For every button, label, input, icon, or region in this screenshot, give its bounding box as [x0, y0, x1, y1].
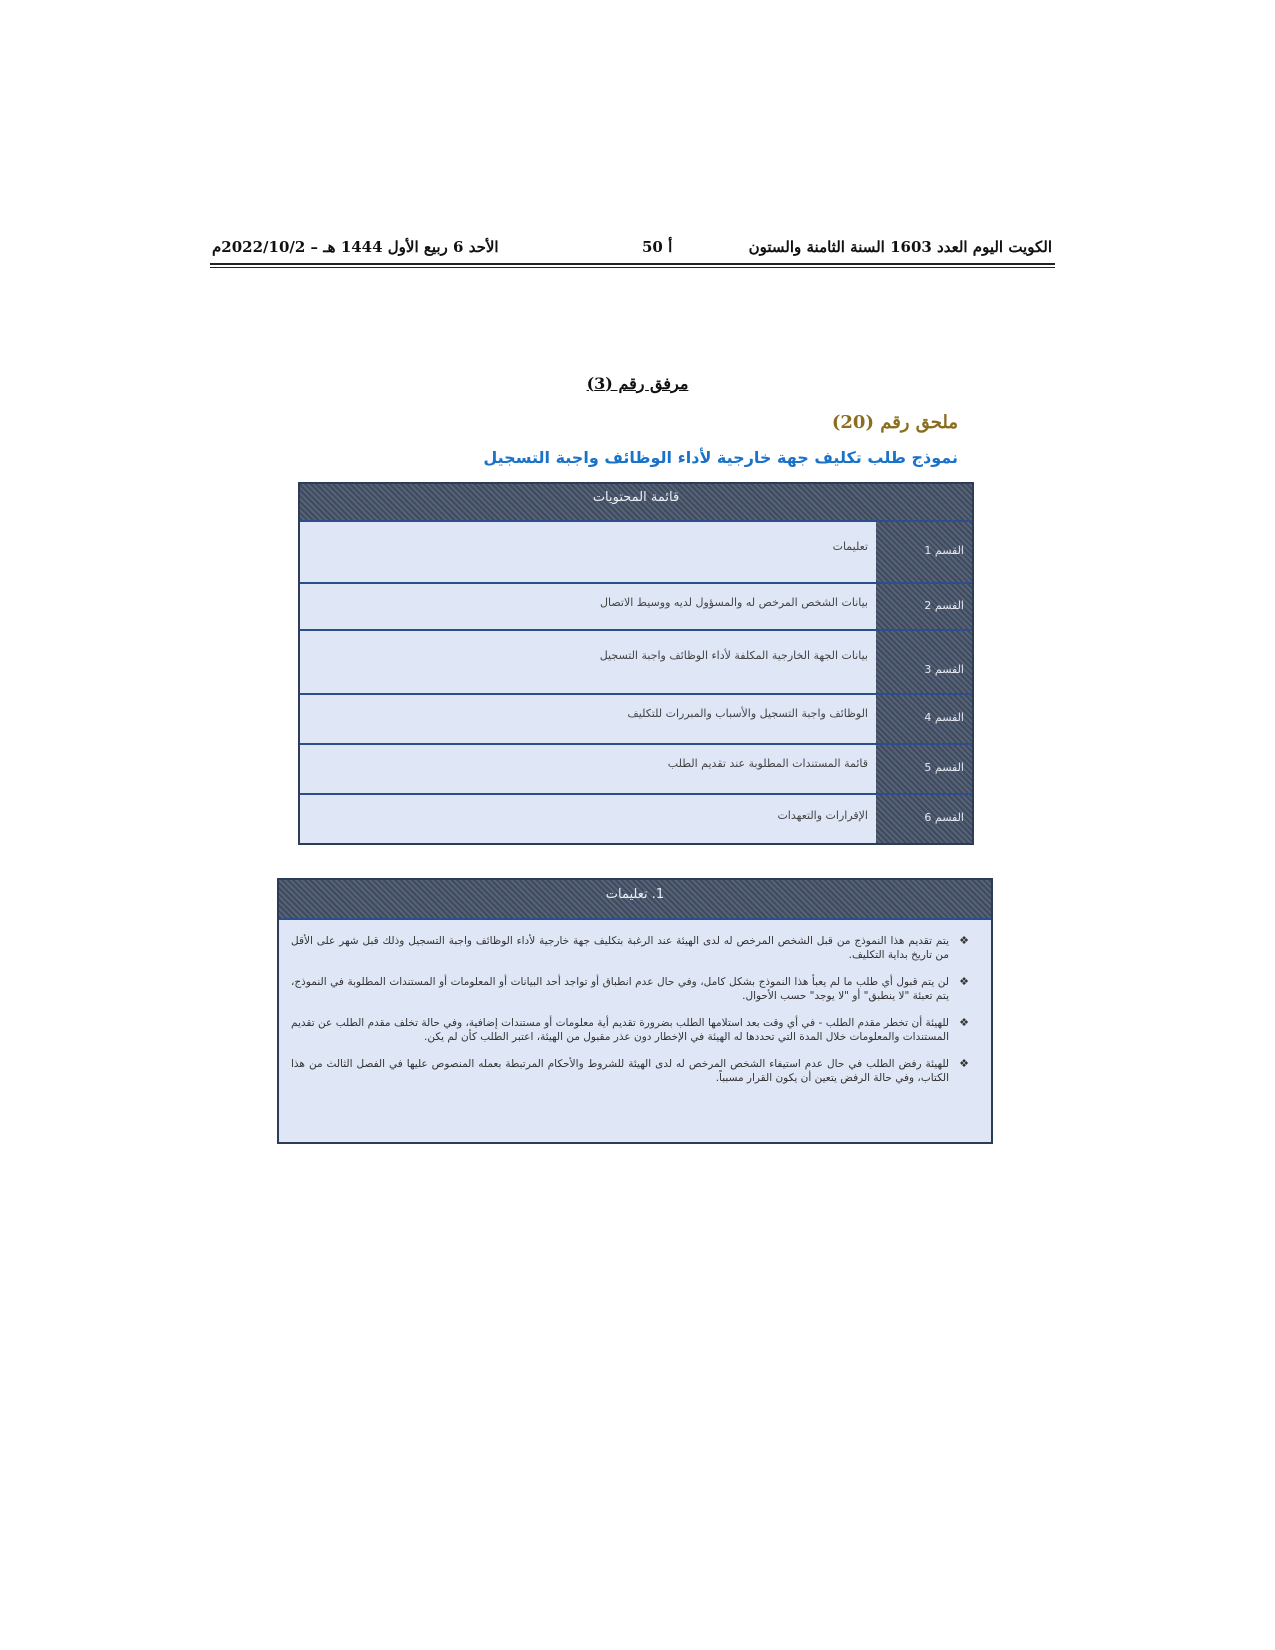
toc-section: القسم 1 — [876, 522, 972, 582]
toc-row — [300, 582, 972, 629]
toc-row — [300, 793, 972, 843]
diamond-bullet-icon: ❖ — [959, 934, 969, 947]
toc-item: بيانات الجهة الخارجية المكلفة لأداء الوظائف واجبة التسجيل — [599, 649, 868, 662]
page-header — [212, 238, 1052, 260]
toc-section: القسم 2 — [876, 584, 972, 629]
toc-section: القسم 6 — [876, 795, 972, 843]
toc-item: تعليمات — [832, 540, 868, 553]
toc-row — [300, 693, 972, 743]
instructions-list — [279, 920, 991, 1085]
toc-section: القسم 4 — [876, 695, 972, 743]
diamond-bullet-icon: ❖ — [959, 975, 969, 988]
form-title: نموذج طلب تكليف جهة خارجية لأداء الوظائف واجبة التسجيل — [483, 448, 958, 467]
instructions-box — [277, 878, 993, 1144]
toc-row — [300, 520, 972, 582]
toc-item: الوظائف واجبة التسجيل والأسباب والمبررات للتكليف — [627, 707, 868, 720]
issue-date: الأحد 6 ربيع الأول 1444 هـ – 2022/10/2م — [212, 238, 499, 256]
instructions-title: 1. تعليمات — [279, 880, 991, 920]
toc-row — [300, 629, 972, 693]
diamond-bullet-icon: ❖ — [959, 1016, 969, 1029]
toc-item: بيانات الشخص المرخص له والمسؤول لديه ووسيط الاتصال — [600, 596, 868, 609]
toc-item: الإقرارات والتعهدات — [777, 809, 868, 822]
publication-info: الكويت اليوم العدد 1603 السنة الثامنة والستون — [748, 238, 1052, 256]
page-number: أ 50 — [642, 238, 673, 256]
list-item: ❖ يتم تقديم هذا النموذج من قبل الشخص المرخص له لدى الهيئة عند الرغبة بتكليف جهة خارجية لأداء الوظائف واجبة التسجيل وذلك قبل شهر على الأقل من تاريخ بداية التكليف. — [291, 934, 969, 961]
appendix-title: ملحق رقم (20) — [831, 412, 958, 433]
list-item: ❖ للهيئة رفض الطلب في حال عدم استيفاء الشخص المرخص له لدى الهيئة للشروط والأحكام المرتبطة بعمله المنصوص عليها في الفصل الثالث من هذا الكتاب، وفي حالة الرفض يتعين أن يكون القرار مسبباً. — [291, 1057, 969, 1084]
toc-row — [300, 743, 972, 793]
toc-title: قائمة المحتويات — [300, 484, 972, 520]
list-item: ❖ لن يتم قبول أي طلب ما لم يعبأ هذا النموذج بشكل كامل، وفي حال عدم انطباق أو تواجد أحد البيانات أو المعلومات أو المستندات المطلوبة في النموذج، يتم تعبئة "لا ينطبق" أو "لا يوجد" حسب الأحوال. — [291, 975, 969, 1002]
header-rule — [210, 263, 1055, 265]
table-of-contents — [298, 482, 974, 845]
toc-item: قائمة المستندات المطلوبة عند تقديم الطلب — [667, 757, 868, 770]
diamond-bullet-icon: ❖ — [959, 1057, 969, 1070]
toc-section: القسم 5 — [876, 745, 972, 793]
attachment-title: مرفق رقم (3) — [586, 374, 689, 393]
header-rule-thin — [210, 267, 1055, 268]
toc-section: القسم 3 — [876, 631, 972, 693]
list-item: ❖ للهيئة أن تخطر مقدم الطلب - في أي وقت بعد استلامها الطلب بضرورة تقديم أية معلومات أو مستندات إضافية، وفي حالة تخلف مقدم الطلب عن تقديم المستندات والمعلومات خلال المدة التي تحددها له الهيئة في الإخطار دون عذر مقبول من الهيئة، اعتبر الطلب كأن لم يكن. — [291, 1016, 969, 1043]
